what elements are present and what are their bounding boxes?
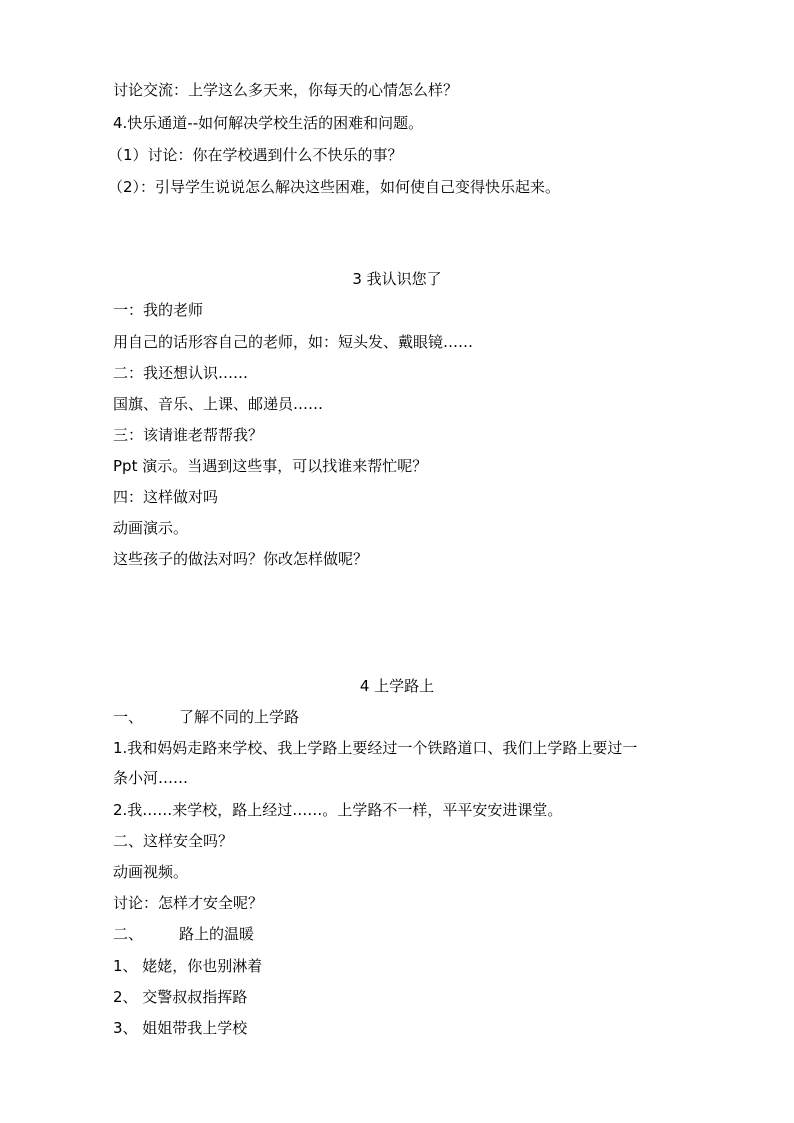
lesson-4-part-3-heading	[113, 924, 254, 944]
lesson-3-part-3-text: Ppt 演示。当遇到这些事，可以找谁来帮忙呢？	[113, 457, 428, 475]
lesson-4-title: 4 上学路上	[359, 677, 435, 695]
lesson-3-part-3-heading: 三：该请谁老帮帮我？	[113, 426, 264, 444]
lesson-4-list-item-1: 1、 姥姥，你也别淋着	[113, 957, 263, 975]
lesson-3-part-4-text-2: 这些孩子的做法对吗？你改怎样做呢？	[113, 550, 369, 568]
lesson-4-part-1-heading	[113, 707, 299, 727]
lesson-4-item-2: 2.我……来学校，路上经过……。上学路不一样，平平安安进课堂。	[113, 801, 563, 819]
lesson-4-part-2-text-1: 动画视频。	[113, 863, 189, 881]
lesson-4-part-3-label: 路上的温暖	[179, 925, 255, 943]
lesson-4-part-1-number: 一、	[113, 708, 144, 726]
lesson-4-item-1-line-1: 1.我和妈妈走路来学校、我上学路上要经过一个铁路道口、我们上学路上要过一	[113, 739, 638, 757]
lesson-3-part-4-text-1: 动画演示。	[113, 519, 189, 537]
lesson-4-part-2-heading: 二、这样安全吗？	[113, 832, 234, 850]
lesson-4-list-item-2: 2、 交警叔叔指挥路	[113, 988, 248, 1006]
lesson-3-part-4-heading: 四：这样做对吗	[113, 488, 219, 506]
lesson-4-part-1-label: 了解不同的上学路	[179, 708, 300, 726]
lesson-3-part-1-heading: 一：我的老师	[113, 301, 204, 319]
lesson-4-list-item-3: 3、 姐姐带我上学校	[113, 1019, 248, 1037]
lesson-4-part-2-text-2: 讨论：怎样才安全呢？	[113, 894, 264, 912]
lesson-4-part-3-number: 二、	[113, 925, 144, 943]
lesson-3-part-2-text: 国旗、音乐、上课、邮递员……	[113, 395, 324, 413]
discussion-item-2: （2）：引导学生说说怎么解决这些困难，如何使自己变得快乐起来。	[108, 178, 561, 196]
lesson-3-title: 3 我认识您了	[352, 270, 442, 288]
lesson-3-part-1-text: 用自己的话形容自己的老师，如：短头发、戴眼镜……	[113, 333, 474, 351]
lesson-3-part-2-heading: 二：我还想认识……	[113, 364, 249, 382]
discussion-item-1: （1）讨论：你在学校遇到什么不快乐的事？	[108, 146, 403, 164]
section-4-title: 4.快乐通道--如何解决学校生活的困难和问题。	[113, 114, 424, 132]
lesson-4-item-1-line-2: 条小河……	[113, 769, 189, 787]
discussion-line: 讨论交流：上学这么多天来，你每天的心情怎么样？	[113, 81, 459, 99]
